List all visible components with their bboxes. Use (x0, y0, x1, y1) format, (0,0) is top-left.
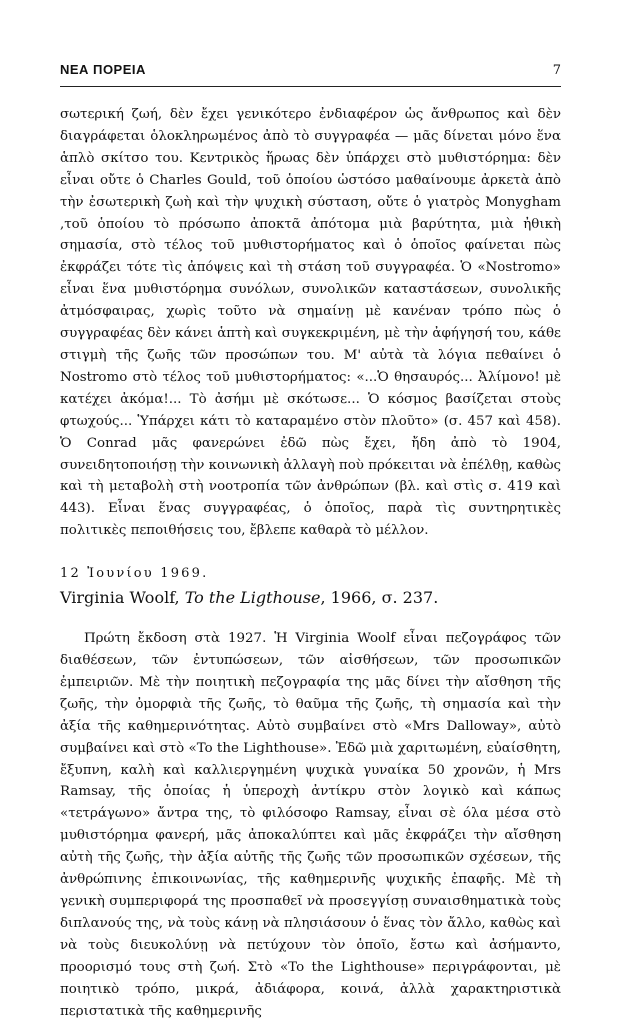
header-rule (60, 86, 561, 87)
book-author: Virginia Woolf, (60, 588, 185, 608)
book-reference (60, 586, 561, 610)
book-details: , 1966, σ. 237. (320, 588, 439, 608)
paragraph-review: Πρώτη ἔκδοση στὰ 1927. Ἡ Virginia Woolf εἶναι πεζογράφος τῶν διαθέσεων, τῶν ἐντυπώσεων, τῶν αἰσθήσεων, τῶν προσωπικῶν ἐμπειριῶν. Μὲ τὴν ποιητικὴ πεζογραφία της μᾶς δίνει τὴν αἴσθηση τῆς ζωῆς, τὴν ὀμορφιὰ τῆς ζωῆς, τὸ θαῦμα τῆς ζωῆς, τὴ σημασία καὶ τὴν ἀξία τῆς καθημερινότητας. Αὐτὸ συμβαίνει στὸ «Mrs Dalloway», αὐτὸ συμβαίνει καὶ στὸ «To the Lighthouse». Ἐδῶ μιὰ χαριτωμένη, εὐαίσθητη, ἔξυπνη, καλὴ καὶ καλλιεργημένη ψυχικὰ γυναίκα 50 χρονῶν, ἡ Mrs Ramsay, τῆς ὁποίας ἡ ὑπεροχὴ ἀντίκρυ στὸν λογικὸ καὶ κάπως «τετράγωνο» ἄντρα της, τὸ φιλόσοφο Ramsay, εἶναι σὲ όλα μέσα στὸ μυθιστόρημα φανερή, μᾶς ἀποκαλύπτει καὶ μᾶς ἐκφράζει τὴν αἴσθηση αὐτὴ τῆς ζωῆς, τὴν ἀξία αὐτῆς τῆς ζωῆς τῶν προσωπικῶν σχέσεων, τῆς ἀνθρώπινης ἐπικοινωνίας, τῆς καθημερινῆς ψυχικῆς ἐπαφῆς. Μὲ τὴ γενικὴ συμπεριφορά της προσπαθεῖ νὰ προσεγγίσῃ συναισθηματικὰ τοὺς διπλανούς της, νὰ τοὺς κάνῃ νὰ πλησιάσουν ὁ ἕνας τὸν ἄλλο, καθὼς καὶ νὰ τοὺς διευκολύνῃ νὰ πετύχουν τὸν ὁποῖο, ἔστω καὶ ἀσήμαντο, προορισμό τους στὴ ζωή. Στὸ «To the Lighthouse» περιγράφονται, μὲ ποιητικὸ τρόπο, μικρά, ἀδιάφορα, κοινά, ἀλλὰ χαρακτηριστικὰ περιστατικὰ τῆς καθημερινῆς (60, 631, 561, 1019)
text-body (60, 104, 561, 1022)
entry-date: 12 Ἰουνίου 1969. (60, 566, 209, 582)
running-header (60, 62, 561, 78)
paragraph-continued: σωτερική ζωή, δὲν ἔχει γενικότερο ἐνδιαφέρον ὡς ἄνθρωπος καὶ δὲν διαγράφεται ὁλοκληρωμένος ἀπὸ τὸ συγγραφέα — μᾶς δίνεται μόνο ἕνα ἁπλὸ σκίτσο του. Κεντρικὸς ἥρωας δὲν ὑπάρχει στὸ μυθιστόρημα: δὲν εἶναι οὔτε ὁ Charles Gould, τοῦ ὁποίου ὡστόσο μαθαίνουμε ἀρκετὰ ἀπὸ τὴν ἐσωτερικὴ ζωὴ καὶ τὴν ψυχικὴ σύσταση, οὔτε ὁ γιατρὸς Monygham ,τοῦ ὁποίου τὸ πρόσωπο ἀποκτᾶ ἀπότομα μιὰ βαρύτητα, μιὰ ἠθικὴ σημασία, στὸ τέλος τοῦ μυθιστορήματος καὶ ὁ ὁποῖος φαίνεται πὼς ἐκφράζει τότε τὶς ἀπόψεις καὶ τὴ στάση τοῦ συγγραφέα. Ὁ «Nostromo» εἶναι ἕνα μυθιστόρημα συνόλων, συνολικῶν καταστάσεων, συνολικῆς ἀτμόσφαιρας, χωρὶς τοῦτο νὰ σημαίνῃ μὲ κανέναν τρόπο πὼς ὁ συγγραφέας δὲν κάνει ἁπτὴ καὶ συγκεκριμένη, μὲ τὴν ἀφήγησή του, κάθε στιγμὴ τῆς ζωῆς τῶν προσώπων του. Μ' αὐτὰ τὰ λόγια πεθαίνει ὁ Nostromo στὸ τέλος τοῦ μυθιστορήματος: «...Ὁ θησαυρός... Ἀλίμονο! μὲ κατέχει ἀκόμα!... Τὸ ἀσήμι μὲ σκότωσε... Ὁ κόσμος βασίζεται στοὺς φτωχούς... Ὑπάρχει κάτι τὸ καταραμένο στὸν πλοῦτο» (σ. 457 καὶ 458). Ὁ Conrad μᾶς φανερώνει ἐδῶ πὼς ἔχει, ἤδη ἀπὸ τὸ 1904, συνειδητοποιήσῃ τὴν κοινωνικὴ ἀλλαγὴ ποὺ πρόκειται νὰ ἐπέλθῃ, καθὼς καὶ τὴ μεταβολὴ στὴ νοοτροπία τῶν ἀνθρώπων (βλ. καὶ στὶς σ. 419 καὶ 443). Εἶναι ἕνας συγγραφέας, ὁ ὁποῖος, παρὰ τὶς συντηρητικὲς πολιτικὲς πεποιθήσεις του, ἔβλεπε καθαρὰ τὸ μέλλον. (60, 107, 561, 539)
book-title: To the Ligthouse (184, 588, 321, 608)
page-number: 7 (552, 63, 561, 78)
journal-title: ΝΕΑ ΠΟΡΕΙΑ (60, 62, 146, 77)
